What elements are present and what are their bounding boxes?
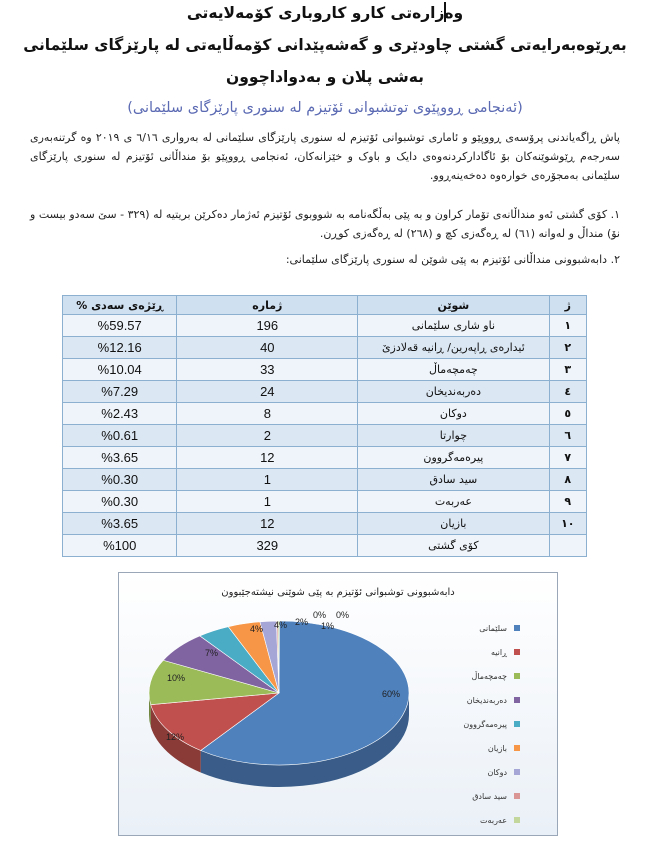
- data-label: 12%: [166, 732, 185, 742]
- ministry-heading: وەزارەتی کارو کاروباری کۆمەلایەتی: [186, 4, 464, 22]
- row-place: چەمچەماڵ: [358, 359, 549, 381]
- total-count: 329: [177, 535, 358, 557]
- row-count: 2: [177, 425, 358, 447]
- data-label: 7%: [205, 648, 219, 658]
- row-place: ناو شاری سلێمانی: [358, 315, 549, 337]
- row-count: 40: [177, 337, 358, 359]
- row-count: 1: [177, 469, 358, 491]
- row-place: ئیدارەی ڕاپەرین/ ڕانیە قەلادزێ: [358, 337, 549, 359]
- table-row: [63, 447, 587, 469]
- total-label: کۆی گشتی: [358, 535, 549, 557]
- row-count: 12: [177, 513, 358, 535]
- table-row: [63, 491, 587, 513]
- row-index: ٢: [549, 337, 586, 359]
- pie-chart: [119, 573, 557, 835]
- row-place: عەربەت: [358, 491, 549, 513]
- legend-swatch: [514, 673, 520, 679]
- table-row: [63, 381, 587, 403]
- row-place: دەربەندیخان: [358, 381, 549, 403]
- legend-item: [463, 719, 520, 729]
- legend-swatch: [514, 649, 520, 655]
- row-count: 8: [177, 403, 358, 425]
- table-row: [63, 513, 587, 535]
- chart-title: دابەشبوونی توشبوانی ئۆتیزم بە پێی شوێنی نیشتەجێبوون: [221, 587, 455, 598]
- directorate-heading: بەڕێوەبەرایەتی گشتی چاودێری و گەشەپێدانی کۆمەڵایەتی لە پارێزگای سلێمانی: [23, 36, 627, 54]
- legend-item: [487, 768, 520, 777]
- legend-item: [479, 624, 520, 633]
- distribution-heading: ٢. دابەشبوونی منداڵانی ئۆتیزم بە پێی شوێن لە سنوری پارێزگای سلێمانی:: [285, 253, 620, 266]
- row-index: ٥: [549, 403, 586, 425]
- row-percent: %3.65: [63, 447, 177, 469]
- legend-swatch: [514, 745, 520, 751]
- row-percent: %12.16: [63, 337, 177, 359]
- data-label: 0%: [336, 610, 350, 620]
- table-row: [63, 425, 587, 447]
- department-heading: بەشی پلان و بەدواداچوون: [226, 68, 424, 86]
- row-index: ١: [549, 315, 586, 337]
- legend-label: سلێمانی: [479, 624, 507, 633]
- pie-chart-frame: [118, 572, 558, 836]
- row-index: ٤: [549, 381, 586, 403]
- header-percent: ڕێژەی سەدی %: [63, 296, 177, 315]
- legend-label: چەمچەماڵ: [471, 672, 507, 681]
- legend-label: عەربەت: [480, 816, 507, 825]
- data-label-extra: 1%: [321, 621, 335, 631]
- row-count: 12: [177, 447, 358, 469]
- legend-label: سید سادق: [472, 792, 507, 801]
- row-count: 196: [177, 315, 358, 337]
- table-row: [63, 403, 587, 425]
- total-index: [549, 535, 586, 557]
- row-place: بازیان: [358, 513, 549, 535]
- header-place: شوێن: [358, 296, 549, 315]
- data-label: 2%: [295, 617, 309, 627]
- row-percent: %2.43: [63, 403, 177, 425]
- row-percent: %10.04: [63, 359, 177, 381]
- legend-item: [480, 816, 520, 825]
- row-index: ٣: [549, 359, 586, 381]
- header-count: ژمارە: [177, 296, 358, 315]
- legend-swatch: [514, 721, 520, 727]
- table-row: [63, 337, 587, 359]
- row-index: ١٠: [549, 513, 586, 535]
- row-percent: %59.57: [63, 315, 177, 337]
- chart-legend: [463, 624, 520, 825]
- row-index: ٨: [549, 469, 586, 491]
- data-label: 10%: [167, 673, 186, 683]
- row-count: 33: [177, 359, 358, 381]
- row-percent: %7.29: [63, 381, 177, 403]
- legend-swatch: [514, 793, 520, 799]
- intro-paragraph: پاش ڕاگەیاندنی پرۆسەی ڕووپێو و ئاماری توشبوانی ئۆتیزم لە سنوری پارێزگای سلێمانی لە بەرواری ٦/١٦ ی ٢٠١٩ وە گرتنەبەری سەرجەم ڕێوشوێنەکان بۆ ئاگادارکردنەوەی دایک و باوک و خێزانەکان، ئەنجامی ڕووپێو بۆ منداڵانی ئۆتیزم لە سنوری پارێزگای سلێمانی بەمجۆرەی خوارەوە دەخەینەڕوو.: [30, 131, 620, 182]
- data-label: 60%: [382, 689, 401, 699]
- legend-swatch: [514, 697, 520, 703]
- row-place: دوکان: [358, 403, 549, 425]
- data-label: 0%: [313, 610, 327, 620]
- legend-item: [491, 648, 520, 657]
- legend-swatch: [514, 625, 520, 631]
- legend-swatch: [514, 769, 520, 775]
- legend-item: [471, 671, 520, 681]
- total-percent: %100: [63, 535, 177, 557]
- distribution-table: [62, 295, 587, 557]
- report-subtitle: (ئەنجامی ڕووپێوی توتشبوانی ئۆتیزم لە سنوری پارێزگای سلێمانی): [127, 100, 523, 116]
- table-row: [63, 469, 587, 491]
- table-row: [63, 315, 587, 337]
- legend-item: [488, 744, 520, 753]
- legend-item: [472, 792, 520, 801]
- row-percent: %3.65: [63, 513, 177, 535]
- data-label: 4%: [250, 624, 264, 634]
- table-row: [63, 359, 587, 381]
- row-count: 24: [177, 381, 358, 403]
- legend-label: ڕانیە: [490, 648, 507, 657]
- row-percent: %0.30: [63, 491, 177, 513]
- row-count: 1: [177, 491, 358, 513]
- row-index: ٧: [549, 447, 586, 469]
- legend-label: دوکان: [487, 768, 507, 777]
- row-index: ٩: [549, 491, 586, 513]
- legend-label: بازیان: [487, 744, 507, 753]
- row-percent: %0.61: [63, 425, 177, 447]
- table-total-row: [63, 535, 587, 557]
- row-place: چوارتا: [358, 425, 549, 447]
- row-place: سید سادق: [358, 469, 549, 491]
- header-index: ژ: [549, 296, 586, 315]
- table-header-row: [63, 296, 587, 315]
- pie-slices: [149, 621, 409, 787]
- legend-label: پیرەمەگروون: [463, 720, 507, 729]
- row-place: پیرەمەگروون: [358, 447, 549, 469]
- data-label: 4%: [274, 620, 288, 630]
- row-index: ٦: [549, 425, 586, 447]
- legend-item: [467, 696, 520, 705]
- total-paragraph: ١. کۆی گشتی ئەو منداڵانەی تۆمار کراون و بە پێی بەڵگەنامە بە شووبوی ئۆتیزم ئەژمار دەکرێن بریتیە لە (٣٢٩ - سێ سەدو بیست و نۆ) منداڵ و لەوانە (٦١) لە ڕەگەزی کچ و (٢٦٨) لە ڕەگەزی کوڕن.: [30, 208, 620, 240]
- legend-swatch: [514, 817, 520, 823]
- row-percent: %0.30: [63, 469, 177, 491]
- legend-label: دەربەندیخان: [466, 696, 507, 705]
